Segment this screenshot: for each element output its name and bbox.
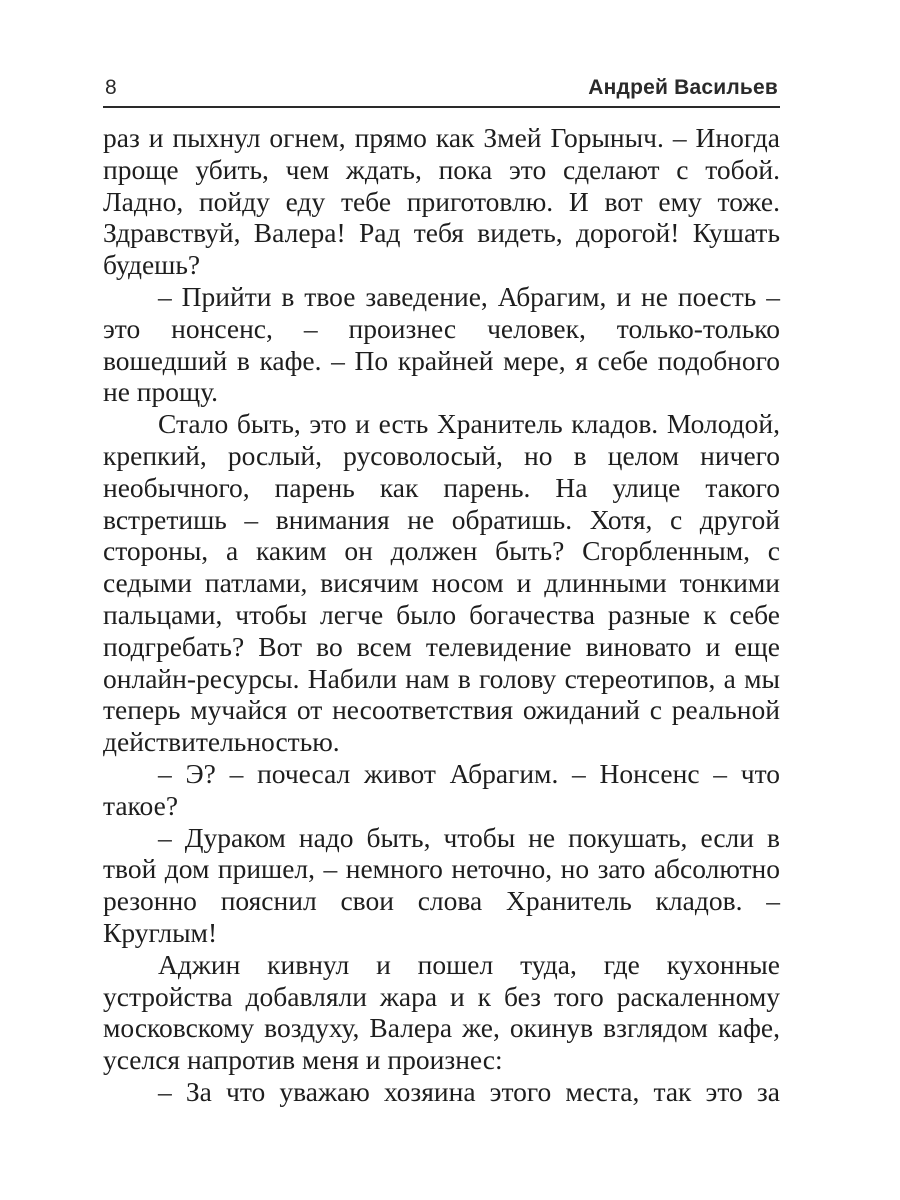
book-page	[103, 72, 780, 1172]
paragraph-dialogue: – Прийти в твое заведение, Абрагим, и не поесть – это нонсенс, – произнес человек, только-только вошедший в кафе. – По крайней мере, я себе подобного не прощу.	[103, 280, 780, 408]
paragraph-dialogue: – Дураком надо быть, чтобы не покушать, если в твой дом пришел, – немного неточно, но зато абсолютно резонно пояснил свои слова Хранитель кладов. – Круглым!	[103, 821, 780, 948]
author-name: Андрей Васильев	[588, 76, 778, 99]
body-text	[103, 122, 780, 1108]
running-header	[103, 72, 780, 108]
paragraph-dialogue-unfinished: – За что уважаю хозяина этого места, так это за	[158, 1075, 780, 1107]
paragraph-narration: Аджин кивнул и пошел туда, где кухонные устройства добавляли жара и к без того раскаленному московскому воздуху, Валера же, окинув взглядом кафе, уселся напротив меня и произнес:	[103, 948, 780, 1076]
paragraph-dialogue: – Э? – почесал живот Абрагим. – Нонсенс – что такое?	[103, 757, 780, 821]
paragraph-narration: Стало быть, это и есть Хранитель кладов. Молодой, крепкий, рослый, русоволосый, но в целом ничего необычного, парень как парень. На улице такого встретишь – внимания не обратишь. Хотя, с другой стороны, а каким он должен быть? Сгорбленным, с седыми патлами, висячим носом и длинными тонкими пальцами, чтобы легче было богачества разные к себе подгребать? Вот во всем телевидение виновато и еще онлайн-ресурсы. Набили нам в голову стереотипов, а мы теперь мучайся от несоответствия ожиданий с реальной действительностью.	[103, 408, 780, 758]
page-number: 8	[105, 76, 117, 99]
paragraph-continued: раз и пыхнул огнем, прямо как Змей Горыныч. – Иногда проще убить, чем ждать, пока это сделают с тобой. Ладно, пойду еду тебе приготовлю. И вот ему тоже. Здравствуй, Валера! Рад тебя видеть, дорогой! Кушать будешь?	[103, 122, 780, 281]
